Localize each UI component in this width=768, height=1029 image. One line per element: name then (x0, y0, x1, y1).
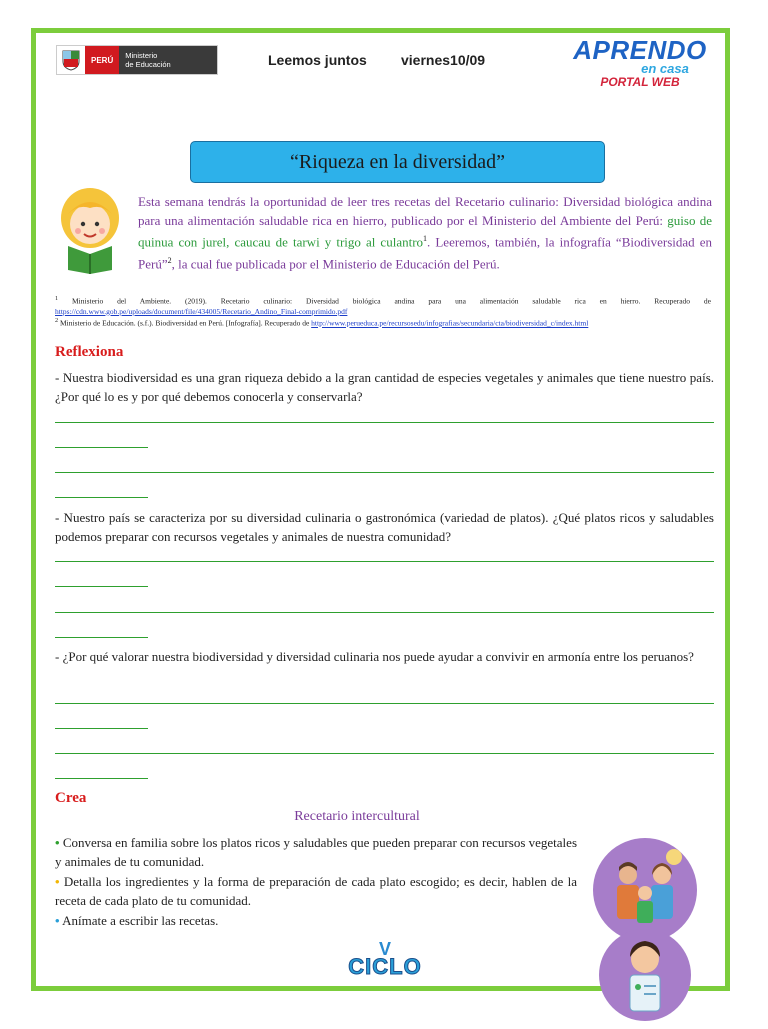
answer-line (55, 447, 148, 448)
aprendo-en-casa-logo: APRENDO en casa PORTAL WEB (573, 35, 707, 89)
footnote-2-link[interactable]: http://www.perueduca.pe/recursosedu/infografias/secundaria/cta/biodiversidad_c/index.html (311, 318, 589, 328)
answer-line (55, 753, 714, 754)
ministry-name: Ministerio de Educación (119, 46, 217, 74)
list-item: • Conversa en familia sobre los platos ricos y saludables que pueden preparar con recursos vegetales y animales de tu comunidad. (55, 835, 577, 869)
footnote-2: $^2$ Ministerio de Educación. (s.f.). Biodiversidad en Perú. [Infografía]. Recuperado de http://www.perueduca.pe/recursosedu/infografias/secundaria/cta/biodiversidad_c/index.html (55, 317, 589, 328)
peru-shield-icon (57, 46, 85, 74)
crea-subtitle: Recetario intercultural (294, 809, 420, 824)
footnote-1-link[interactable]: https://cdn.www.gob.pe/uploads/document/file/434005/Recetario_Andino_Final-comprimido.pdf (55, 306, 348, 316)
answer-line (55, 422, 714, 423)
list-item: • Detalla los ingredientes y la forma de preparación de cada plato escogido; es decir, hablen de la receta de cada plato de tu comunidad. (55, 874, 577, 908)
reflexiona-heading: Reflexiona (55, 344, 124, 360)
crea-bullet-list (55, 834, 577, 933)
crea-heading: Crea (55, 790, 87, 806)
answer-line (55, 612, 714, 613)
answer-line (55, 561, 714, 562)
intro-paragraph: Esta semana tendrás la oportunidad de leer tres recetas del Recetario culinario: Diversidad biológica andina para una alimentación saludable rica en hierro, publicado por el Ministerio del Ambiente del Perú: guiso de quinua con jurel, caucau de tarwi y trigo al culantro$^1$. Leeremos, también, la infografía “Biodiversidad en Perú”$^2$, la cual fue publicada por el Ministerio de Educación del Perú. (138, 194, 712, 272)
question-1: - Nuestra biodiversidad es una gran riqueza debido a la gran cantidad de especies vegetales y animales que tiene nuestro país. ¿Por qué lo es y por qué debemos conocerla y conservarla? (55, 370, 714, 404)
girl-reading-icon (52, 184, 128, 274)
answer-line (55, 586, 148, 587)
question-3: - ¿Por qué valorar nuestra biodiversidad y diversidad culinaria nos puede ayudar a convivir en armonía entre los peruanos? (55, 649, 694, 664)
ministry-country: PERÚ (85, 46, 119, 74)
answer-line (55, 637, 148, 638)
answer-line (55, 778, 148, 779)
answer-line (55, 703, 714, 704)
date-label: viernes10/09 (401, 52, 486, 68)
ciclo-logo: V CICLO (348, 939, 422, 979)
ministry-logo (56, 45, 218, 75)
family-illustration-icon (590, 835, 700, 1024)
question-2: - Nuestro país se caracteriza por su diversidad culinaria o gastronómica (variedad de platos). ¿Qué platos ricos y saludables podemos preparar con recursos vegetales y animales de nuestra comunidad? (55, 510, 714, 544)
leemos-label: Leemos juntos (268, 52, 367, 68)
footnote-1: $^1$ Ministerio del Ambiente. (2019). Recetario culinario: Diversidad biológica andina para una alimentación saludable rica en hierro. Recuperado de https://cdn.www.gob.pe/uploads/document/file/434005/Recetario_Andino_Final-comprimido.pdf (55, 295, 711, 316)
list-item: • Anímate a escribir las recetas. (55, 913, 219, 928)
answer-line (55, 497, 148, 498)
page-title: “Riqueza en la diversidad” (190, 141, 605, 183)
answer-line (55, 472, 714, 473)
answer-line (55, 728, 148, 729)
